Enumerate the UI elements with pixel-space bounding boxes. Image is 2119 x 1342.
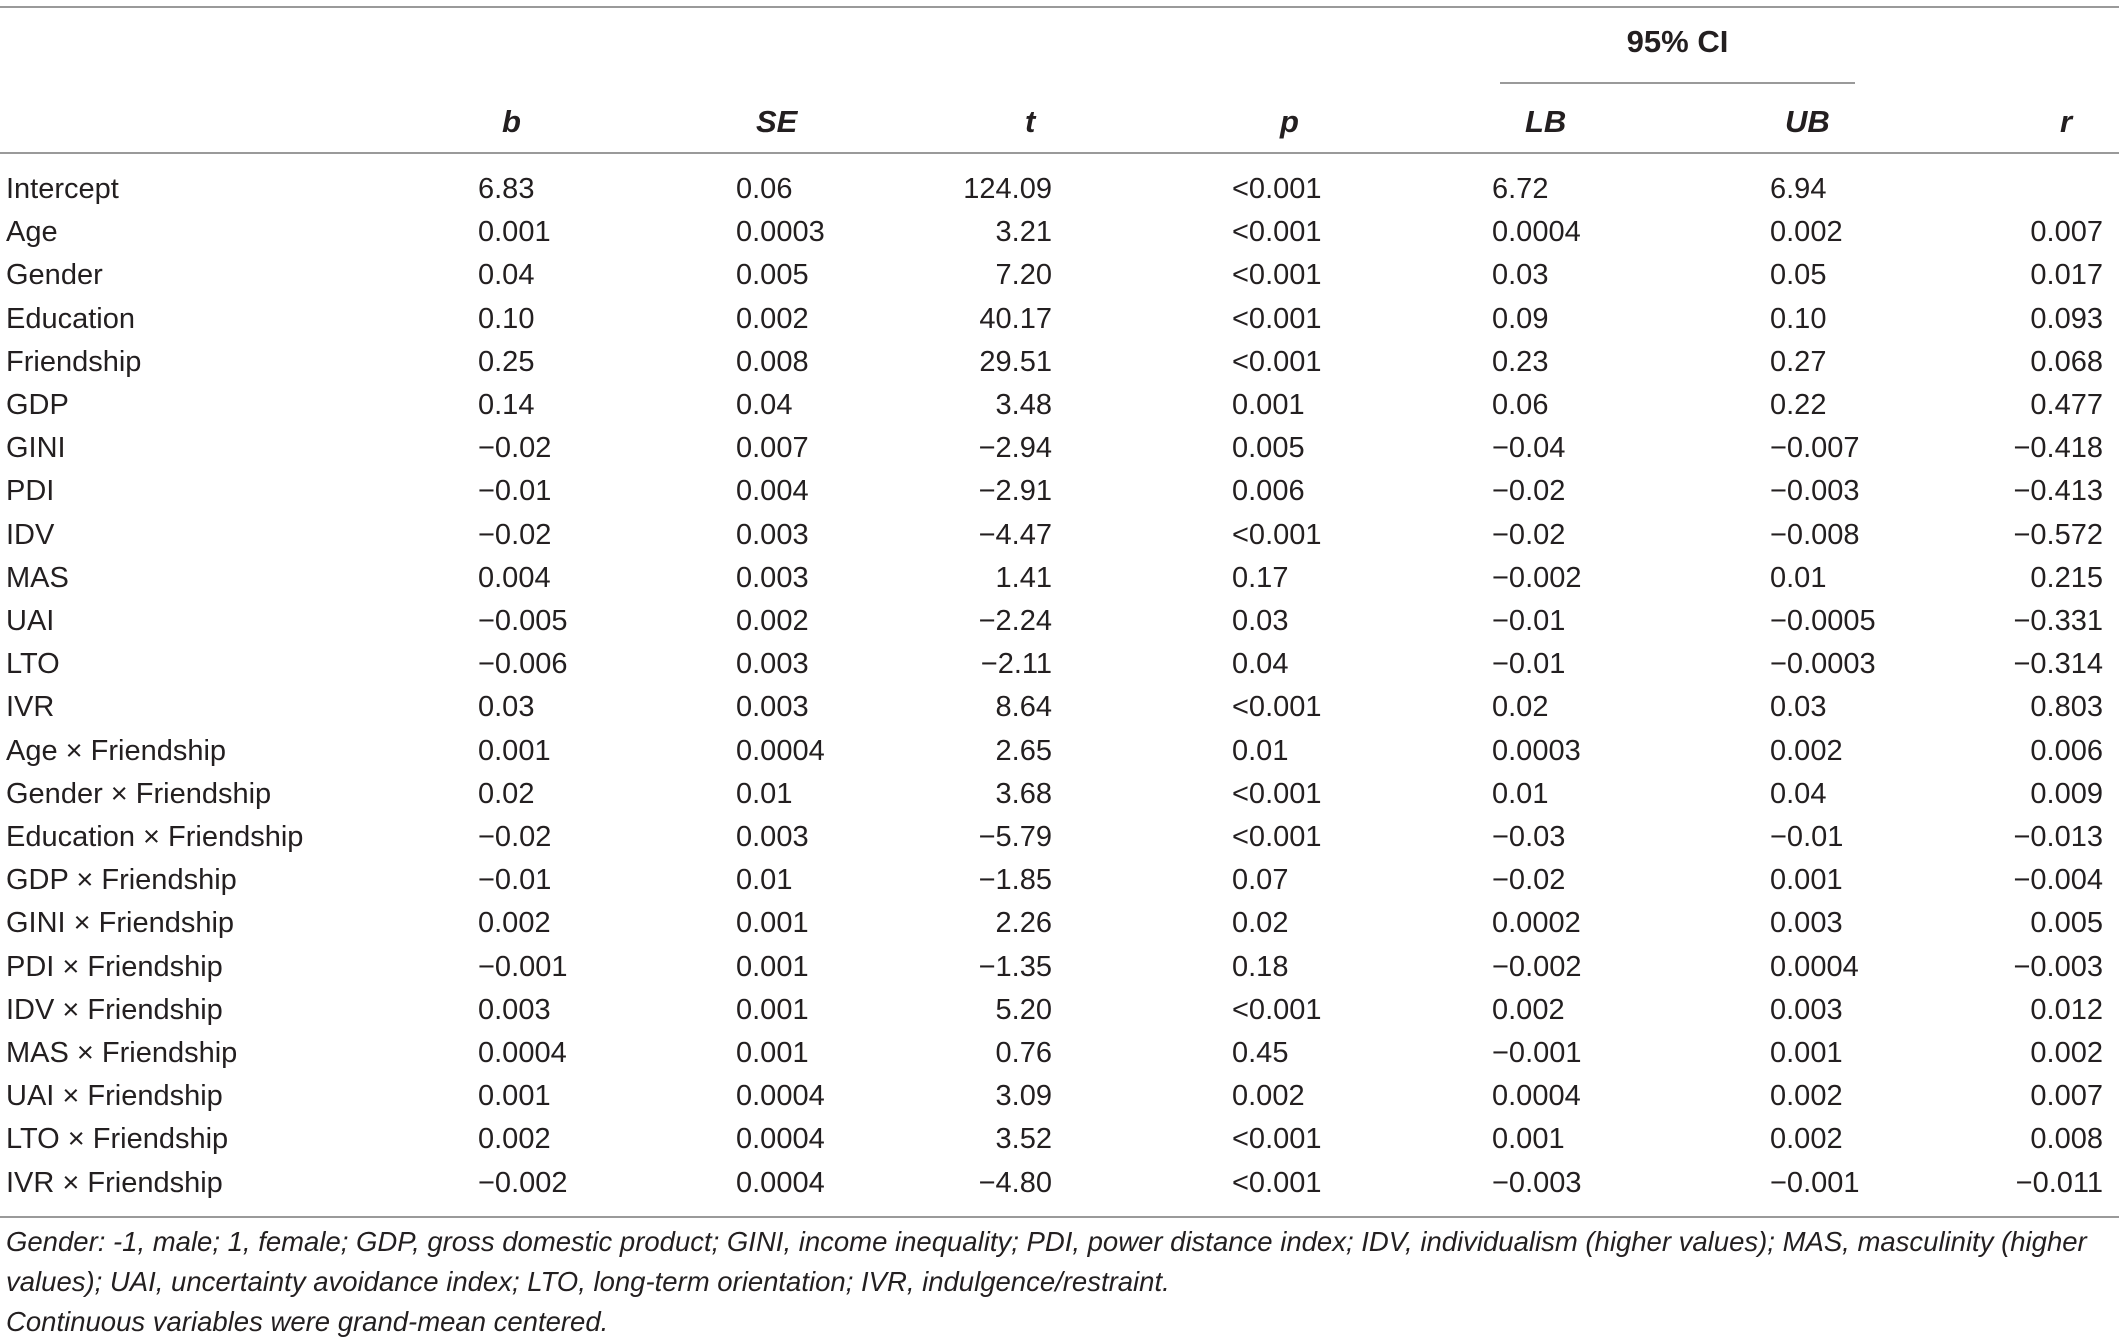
cell-lb: −0.04 — [1492, 432, 1566, 465]
row-label: Intercept — [6, 173, 119, 205]
table-row — [0, 427, 2119, 470]
cell-se: 0.008 — [736, 345, 809, 378]
cell-r: −0.418 — [2013, 432, 2103, 465]
cell-ub: 0.002 — [1770, 1080, 1843, 1113]
cell-ub: −0.007 — [1770, 432, 1860, 465]
cell-b: 0.03 — [478, 691, 535, 724]
table-row — [0, 211, 2119, 254]
cell-ub: 6.94 — [1770, 173, 1827, 205]
table-row — [0, 1075, 2119, 1118]
cell-r: 0.009 — [2030, 777, 2103, 810]
cell-ub: 0.0004 — [1770, 950, 1859, 983]
cell-t: −4.80 — [978, 1166, 1052, 1199]
cell-t: −2.94 — [978, 432, 1052, 465]
cell-p: 0.005 — [1232, 432, 1305, 465]
cell-lb: −0.001 — [1492, 1037, 1582, 1069]
cell-lb: 0.002 — [1492, 993, 1565, 1026]
row-label: LTO × Friendship — [6, 1123, 229, 1156]
ci-group-rule — [1500, 82, 1855, 84]
cell-b: 0.004 — [478, 561, 551, 594]
row-label: UAI — [6, 605, 55, 637]
row-label: Education — [6, 302, 135, 335]
cell-t: 1.41 — [995, 561, 1052, 594]
header-p: p — [1280, 104, 1299, 139]
cell-lb: 0.06 — [1492, 389, 1549, 421]
cell-p: <0.001 — [1232, 173, 1322, 205]
cell-se: 0.003 — [736, 518, 809, 551]
cell-p: 0.18 — [1232, 950, 1289, 983]
cell-b: 0.0004 — [478, 1037, 567, 1069]
cell-ub: 0.001 — [1770, 1037, 1843, 1069]
cell-r: 0.007 — [2030, 216, 2103, 249]
footnote-abbreviations: Gender: -1, male; 1, female; GDP, gross domestic product; GINI, income inequality; PDI, power distance index; IDV, individualism (higher values); MAS, masculinity (higher values); UAI, uncertainty avoidance index; LTO, long-term orientation; IVR, indulgence/restraint. — [6, 1226, 2087, 1297]
cell-b: 0.14 — [478, 389, 535, 421]
cell-lb: −0.02 — [1492, 864, 1566, 897]
cell-lb: 0.23 — [1492, 345, 1549, 378]
row-label: IVR × Friendship — [6, 1166, 223, 1199]
cell-t: −2.11 — [980, 648, 1052, 681]
cell-t: 3.48 — [995, 389, 1052, 421]
cell-ub: 0.002 — [1770, 734, 1843, 767]
cell-lb: −0.002 — [1492, 950, 1582, 983]
row-label: Gender × Friendship — [6, 777, 272, 810]
cell-ub: −0.0005 — [1770, 605, 1876, 637]
cell-r: 0.068 — [2030, 345, 2103, 378]
cell-p: <0.001 — [1232, 1123, 1322, 1156]
table-row — [0, 730, 2119, 773]
cell-r: 0.006 — [2030, 734, 2103, 767]
cell-lb: −0.02 — [1492, 518, 1566, 551]
table-row — [0, 989, 2119, 1032]
cell-ub: 0.22 — [1770, 389, 1827, 421]
cell-ub: 0.003 — [1770, 993, 1843, 1026]
cell-b: −0.02 — [478, 821, 552, 853]
cell-p: <0.001 — [1232, 302, 1322, 335]
cell-t: 8.64 — [995, 691, 1052, 724]
cell-p: 0.002 — [1232, 1080, 1305, 1113]
footnote-centering: Continuous variables were grand-mean centered. — [6, 1306, 609, 1337]
cell-p: <0.001 — [1232, 259, 1322, 292]
cell-t: 2.65 — [995, 734, 1052, 767]
cell-lb: 0.0003 — [1492, 734, 1581, 767]
cell-p: <0.001 — [1232, 691, 1322, 724]
header-b: b — [502, 104, 521, 139]
cell-se: 0.0004 — [736, 1080, 825, 1113]
table-footnotes — [6, 1222, 2114, 1342]
cell-lb: 0.001 — [1492, 1123, 1565, 1156]
cell-se: 0.003 — [736, 691, 809, 724]
table-bottom-rule — [0, 1216, 2119, 1218]
cell-p: <0.001 — [1232, 345, 1322, 378]
row-label: Friendship — [6, 345, 142, 378]
cell-b: 0.02 — [478, 777, 535, 810]
cell-lb: −0.002 — [1492, 561, 1582, 594]
cell-t: 40.17 — [979, 302, 1052, 335]
row-label: IVR — [6, 691, 55, 724]
table-row — [0, 168, 2119, 211]
cell-se: 0.0004 — [736, 734, 825, 767]
cell-lb: 0.02 — [1492, 691, 1549, 724]
cell-ub: −0.001 — [1770, 1166, 1860, 1199]
header-r: r — [2060, 104, 2073, 139]
cell-p: 0.01 — [1232, 734, 1289, 767]
cell-lb: −0.01 — [1492, 605, 1566, 637]
cell-b: −0.02 — [478, 432, 552, 465]
table-row — [0, 254, 2119, 297]
header-se: SE — [756, 104, 798, 139]
cell-b: 0.002 — [478, 907, 551, 940]
cell-r: 0.008 — [2030, 1123, 2103, 1156]
cell-r: 0.477 — [2030, 389, 2103, 421]
cell-ub: −0.008 — [1770, 518, 1860, 551]
cell-lb: 0.0004 — [1492, 216, 1581, 249]
cell-t: 3.52 — [995, 1123, 1052, 1156]
row-label: Age — [6, 216, 58, 249]
cell-b: 0.25 — [478, 345, 535, 378]
table-row — [0, 470, 2119, 513]
cell-r: −0.011 — [2015, 1166, 2103, 1199]
header-t: t — [1025, 104, 1036, 139]
table-row — [0, 902, 2119, 945]
cell-se: 0.001 — [736, 950, 809, 983]
table-row — [0, 341, 2119, 384]
cell-t: 7.20 — [995, 259, 1052, 292]
cell-p: 0.006 — [1232, 475, 1305, 508]
row-label: GDP × Friendship — [6, 864, 237, 897]
row-label: LTO — [6, 648, 60, 681]
cell-b: 0.002 — [478, 1123, 551, 1156]
cell-t: −1.35 — [978, 950, 1052, 983]
cell-se: 0.002 — [736, 302, 809, 335]
row-label: Gender — [6, 259, 103, 292]
table-row — [0, 1118, 2119, 1161]
cell-lb: 0.01 — [1492, 777, 1549, 810]
cell-p: 0.001 — [1232, 389, 1305, 421]
row-label: PDI — [6, 475, 55, 508]
table-row — [0, 859, 2119, 902]
row-label: Age × Friendship — [6, 734, 227, 767]
row-label: MAS × Friendship — [6, 1037, 238, 1069]
cell-t: 3.21 — [995, 216, 1052, 249]
cell-se: 0.007 — [736, 432, 809, 465]
cell-b: 0.04 — [478, 259, 535, 292]
cell-r: 0.007 — [2030, 1080, 2103, 1113]
cell-p: <0.001 — [1232, 216, 1322, 249]
cell-b: −0.01 — [478, 475, 552, 508]
cell-ub: −0.0003 — [1770, 648, 1876, 681]
cell-se: 0.0004 — [736, 1123, 825, 1156]
cell-se: 0.01 — [736, 777, 793, 810]
cell-t: 29.51 — [979, 345, 1052, 378]
table-row — [0, 514, 2119, 557]
cell-t: −5.79 — [978, 821, 1052, 853]
cell-r: 0.093 — [2030, 302, 2103, 335]
cell-r: 0.017 — [2030, 259, 2103, 292]
cell-p: 0.07 — [1232, 864, 1289, 897]
table-top-rule — [0, 6, 2119, 8]
cell-lb: −0.03 — [1492, 821, 1566, 853]
table-row — [0, 816, 2119, 859]
cell-b: 0.10 — [478, 302, 535, 335]
cell-t: −2.91 — [978, 475, 1052, 508]
table-row — [0, 557, 2119, 600]
cell-b: 0.001 — [478, 734, 551, 767]
cell-ub: 0.04 — [1770, 777, 1827, 810]
cell-t: 2.26 — [995, 907, 1052, 940]
row-label: MAS — [6, 561, 69, 594]
row-label: GINI — [6, 432, 66, 465]
table-row — [0, 643, 2119, 686]
cell-lb: 0.0002 — [1492, 907, 1581, 940]
cell-t: 3.09 — [995, 1080, 1052, 1113]
ci-group-header: 95% CI — [1626, 24, 1729, 59]
cell-se: 0.002 — [736, 605, 809, 637]
cell-b: 0.003 — [478, 993, 551, 1026]
row-label: IDV — [6, 518, 55, 551]
cell-lb: 6.72 — [1492, 173, 1549, 205]
cell-r: −0.003 — [2013, 950, 2103, 983]
cell-p: <0.001 — [1232, 518, 1322, 551]
row-label: Education × Friendship — [6, 821, 304, 853]
cell-t: 5.20 — [995, 993, 1052, 1026]
cell-b: 0.001 — [478, 1080, 551, 1113]
cell-se: 0.0003 — [736, 216, 825, 249]
cell-p: 0.45 — [1232, 1037, 1289, 1069]
cell-t: 0.76 — [995, 1037, 1052, 1069]
cell-b: −0.005 — [478, 605, 568, 637]
table-header-rule — [0, 152, 2119, 154]
cell-ub: 0.003 — [1770, 907, 1843, 940]
cell-t: 3.68 — [995, 777, 1052, 810]
cell-ub: 0.27 — [1770, 345, 1827, 378]
cell-b: −0.006 — [478, 648, 568, 681]
cell-se: 0.003 — [736, 561, 809, 594]
cell-r: −0.331 — [2013, 605, 2103, 637]
cell-ub: 0.03 — [1770, 691, 1827, 724]
cell-se: 0.001 — [736, 993, 809, 1026]
cell-b: 6.83 — [478, 173, 535, 205]
cell-se: 0.004 — [736, 475, 809, 508]
cell-b: 0.001 — [478, 216, 551, 249]
cell-se: 0.04 — [736, 389, 793, 421]
cell-t: 124.09 — [963, 173, 1052, 205]
cell-p: <0.001 — [1232, 993, 1322, 1026]
cell-p: <0.001 — [1232, 1166, 1322, 1199]
header-ub: UB — [1785, 104, 1830, 139]
cell-r: 0.002 — [2030, 1037, 2103, 1069]
cell-p: 0.04 — [1232, 648, 1289, 681]
cell-ub: 0.10 — [1770, 302, 1827, 335]
header-lb: LB — [1525, 104, 1567, 139]
table-row — [0, 946, 2119, 989]
cell-r: 0.215 — [2030, 561, 2103, 594]
row-label: PDI × Friendship — [6, 950, 223, 983]
cell-b: −0.002 — [478, 1166, 568, 1199]
cell-ub: 0.002 — [1770, 1123, 1843, 1156]
cell-se: 0.0004 — [736, 1166, 825, 1199]
cell-se: 0.01 — [736, 864, 793, 897]
cell-lb: −0.003 — [1492, 1166, 1582, 1199]
cell-ub: 0.05 — [1770, 259, 1827, 292]
cell-se: 0.001 — [736, 907, 809, 940]
table-row — [0, 686, 2119, 729]
cell-p: <0.001 — [1232, 777, 1322, 810]
cell-t: −1.85 — [978, 864, 1052, 897]
cell-lb: 0.03 — [1492, 259, 1549, 292]
cell-se: 0.005 — [736, 259, 809, 292]
cell-se: 0.001 — [736, 1037, 809, 1069]
cell-r: 0.803 — [2030, 691, 2103, 724]
table-row — [0, 298, 2119, 341]
cell-lb: −0.02 — [1492, 475, 1566, 508]
cell-b: −0.01 — [478, 864, 552, 897]
cell-r: −0.413 — [2013, 475, 2103, 508]
table-row — [0, 600, 2119, 643]
table-row — [0, 773, 2119, 816]
cell-p: 0.03 — [1232, 605, 1289, 637]
cell-p: <0.001 — [1232, 821, 1322, 853]
cell-r: −0.004 — [2013, 864, 2103, 897]
row-label: GDP — [6, 389, 69, 421]
cell-r: 0.005 — [2030, 907, 2103, 940]
cell-lb: 0.09 — [1492, 302, 1549, 335]
cell-se: 0.003 — [736, 821, 809, 853]
cell-r: −0.314 — [2013, 648, 2103, 681]
cell-r: −0.572 — [2013, 518, 2103, 551]
cell-ub: 0.01 — [1770, 561, 1827, 594]
table-row — [0, 1032, 2119, 1075]
cell-se: 0.003 — [736, 648, 809, 681]
cell-b: −0.02 — [478, 518, 552, 551]
cell-lb: 0.0004 — [1492, 1080, 1581, 1113]
cell-ub: 0.001 — [1770, 864, 1843, 897]
cell-t: −4.47 — [978, 518, 1052, 551]
cell-t: −2.24 — [978, 605, 1052, 637]
table-row — [0, 384, 2119, 427]
cell-p: 0.02 — [1232, 907, 1289, 940]
cell-ub: 0.002 — [1770, 216, 1843, 249]
table-row — [0, 1162, 2119, 1205]
row-label: IDV × Friendship — [6, 993, 223, 1026]
cell-lb: −0.01 — [1492, 648, 1566, 681]
cell-r: 0.012 — [2030, 993, 2103, 1026]
cell-ub: −0.003 — [1770, 475, 1860, 508]
row-label: UAI × Friendship — [6, 1080, 223, 1113]
row-label: GINI × Friendship — [6, 907, 235, 940]
cell-r: −0.013 — [2013, 821, 2103, 853]
cell-b: −0.001 — [478, 950, 568, 983]
cell-se: 0.06 — [736, 173, 793, 205]
cell-ub: −0.01 — [1770, 821, 1844, 853]
cell-p: 0.17 — [1232, 561, 1289, 594]
